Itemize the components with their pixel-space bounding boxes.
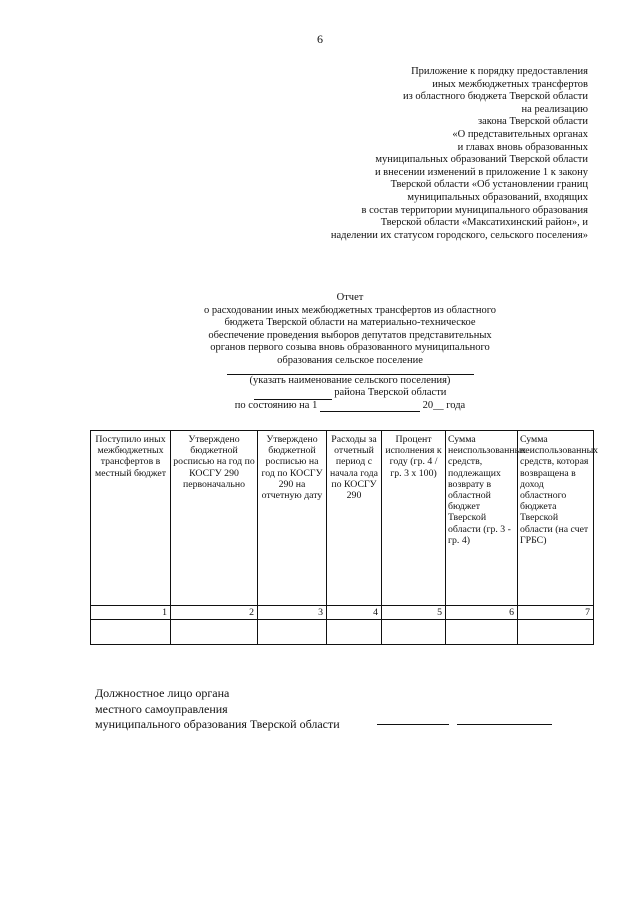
signature-block <box>95 686 340 733</box>
table-cell <box>327 620 382 645</box>
table-cell <box>382 620 446 645</box>
appendix-line: из областного бюджета Тверской области <box>403 91 588 103</box>
as-of-prefix: по состоянию на 1 <box>234 399 318 411</box>
signature-line: местного самоуправления <box>95 701 228 716</box>
appendix-line: и внесении изменений в приложение 1 к закону <box>374 166 588 178</box>
report-line: образования сельское поселение <box>277 354 423 366</box>
column-header: Процент исполнения к году (гр. 4 / гр. 3 х 100) <box>382 431 446 606</box>
appendix-line: Тверской области «Об установлении границ <box>390 179 588 191</box>
column-header: Поступило иных межбюджетных трансфертов в местный бюджет <box>91 431 171 606</box>
appendix-line: наделении их статусом городского, сельского поселения» <box>330 229 588 241</box>
column-number: 4 <box>327 606 382 620</box>
appendix-line: и главах вновь образованных <box>457 141 588 153</box>
page-number: 6 <box>317 32 323 46</box>
appendix-line: «О представительных органах <box>452 128 588 140</box>
name-blank <box>457 724 552 725</box>
column-header: Сумма неиспользованных средств, подлежащих возврату в областной бюджет Тверской области (гр. 3 - гр. 4) <box>446 431 518 606</box>
district-line <box>140 387 560 400</box>
report-line: органов первого созыва вновь образованного муниципального <box>210 342 490 354</box>
appendix-line: Тверской области «Максатихинский район», и <box>380 217 588 229</box>
table-row <box>91 620 594 645</box>
table-cell <box>518 620 594 645</box>
appendix-line: в состав территории муниципального образования <box>361 204 588 216</box>
district-blank <box>254 389 332 400</box>
column-header: Сумма неиспользованных средств, которая возвращена в доход областного бюджета Тверской области (на счет ГРБС) <box>518 431 594 606</box>
appendix-line: закона Тверской области <box>477 116 588 128</box>
appendix-line: муниципальных образований Тверской области <box>375 154 588 166</box>
report-line: бюджета Тверской области на материально-техническое <box>224 317 476 329</box>
as-of-line <box>140 400 560 413</box>
column-number: 3 <box>258 606 327 620</box>
appendix-line: Приложение к порядку предоставления <box>411 66 588 77</box>
report-line: о расходовании иных межбюджетных трансфертов из областного <box>203 304 497 316</box>
appendix-line: иных межбюджетных трансфертов <box>432 78 588 90</box>
as-of-year: 20__ года <box>422 399 466 411</box>
column-number: 1 <box>91 606 171 620</box>
report-heading <box>140 292 560 412</box>
table-cell <box>258 620 327 645</box>
settlement-name-hint: (указать наименование сельского поселения) <box>227 374 474 388</box>
appendix-line: муниципальных образований, входящих <box>407 191 588 203</box>
column-header: Утверждено бюджетной росписью на год по КОСГУ 290 на отчетную дату <box>258 431 327 606</box>
report-title: Отчет <box>336 292 364 303</box>
signature-line: муниципального образования Тверской области <box>95 717 340 731</box>
table-cell <box>91 620 171 645</box>
district-suffix: района Тверской области <box>334 387 447 399</box>
column-number: 7 <box>518 606 594 620</box>
column-number: 6 <box>446 606 518 620</box>
appendix-line: на реализацию <box>521 103 588 115</box>
report-table <box>90 430 599 645</box>
signature-blank <box>377 724 449 725</box>
column-number: 5 <box>382 606 446 620</box>
table-cell <box>446 620 518 645</box>
signature-line: Должностное лицо органа <box>95 686 230 700</box>
column-number: 2 <box>171 606 258 620</box>
column-header: Утверждено бюджетной росписью на год по КОСГУ 290 первоначально <box>171 431 258 606</box>
date-blank <box>320 401 420 412</box>
table-cell <box>171 620 258 645</box>
appendix-header <box>258 66 588 242</box>
column-header: Расходы за отчетный период с начала года по КОСГУ 290 <box>327 431 382 606</box>
signature-blanks <box>377 714 552 726</box>
report-line: обеспечение проведения выборов депутатов представительных <box>208 329 492 341</box>
